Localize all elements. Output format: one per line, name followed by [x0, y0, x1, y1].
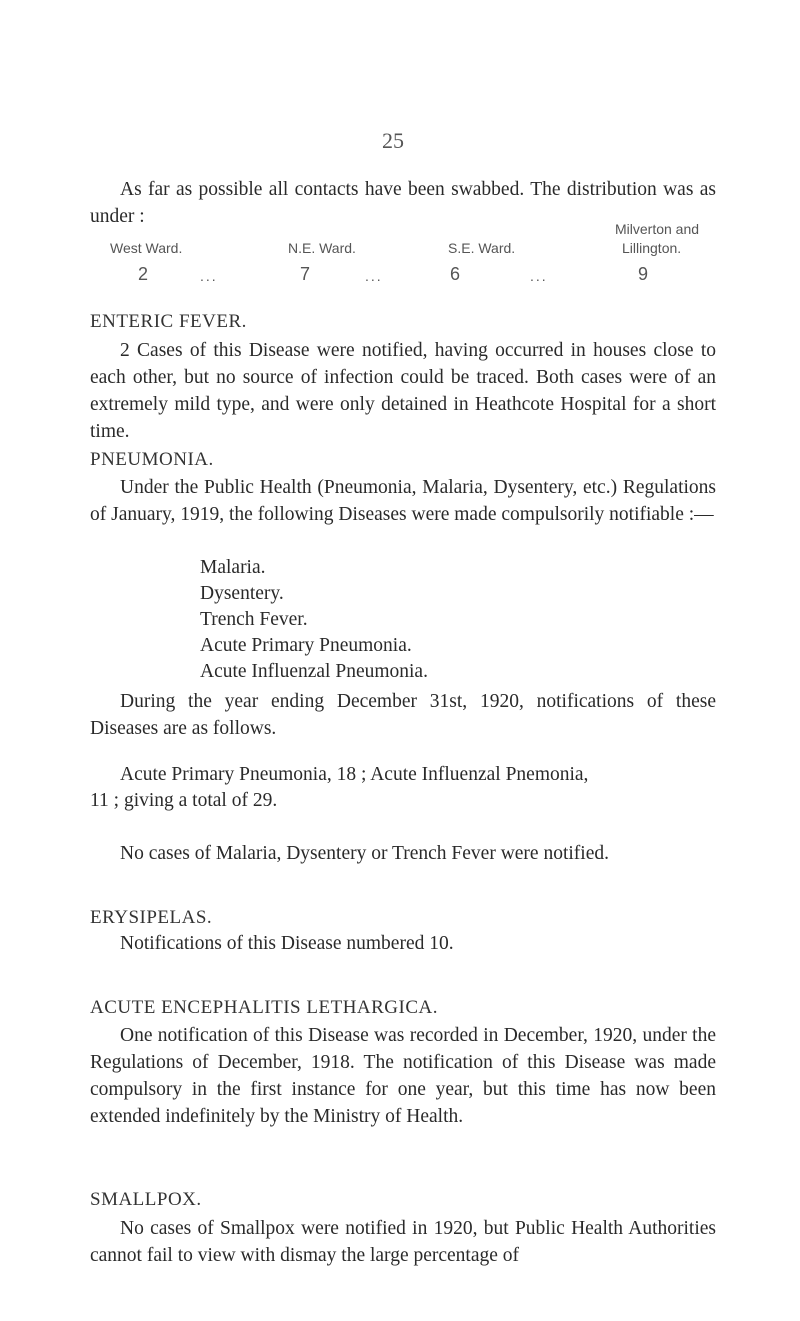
ward-separator: ...: [365, 268, 383, 284]
heading-enteric-fever: ENTERIC FEVER.: [90, 311, 247, 332]
pneumonia-counts-line-1: Acute Primary Pneumonia, 18 ; Acute Influenzal Pnemonia,: [120, 764, 589, 785]
ward-value-ne: 7: [300, 264, 311, 284]
heading-erysipelas: ERYSIPELAS.: [90, 907, 213, 928]
ward-header-ne: N.E. Ward.: [288, 240, 356, 256]
ward-separator: ...: [200, 268, 218, 284]
intro-paragraph: As far as possible all contacts have been swabbed. The distribution was as under :: [90, 179, 716, 227]
page-number: 25: [382, 128, 404, 153]
no-cases-paragraph: No cases of Malaria, Dysentery or Trench Fever were notified.: [120, 843, 609, 864]
ward-value-se: 6: [450, 264, 461, 284]
pneumonia-counts-line-2: 11 ; giving a total of 29.: [90, 790, 278, 811]
notifiable-diseases-list: [200, 555, 428, 685]
ward-separator: ...: [530, 268, 548, 284]
ward-header-west: West Ward.: [110, 240, 183, 256]
smallpox-paragraph: No cases of Smallpox were notified in 1920, but Public Health Authorities cannot fail to view with dismay the large percentage of: [90, 1218, 716, 1266]
enteric-paragraph: 2 Cases of this Disease were notified, having occurred in houses close to each other, but no source of infection could be traced. Both cases were of an extremely mild type, and were only detained in Heathcote Hospital for a short time.: [90, 340, 716, 442]
pneumonia-paragraph: Under the Public Health (Pneumonia, Malaria, Dysentery, etc.) Regulations of January, 1919, the following Diseases were made compulsorily notifiable :—: [90, 477, 716, 525]
erysipelas-paragraph: Notifications of this Disease numbered 10.: [120, 933, 454, 954]
list-item: Acute Influenzal Pneumonia.: [200, 661, 428, 682]
encephalitis-paragraph: One notification of this Disease was recorded in December, 1920, under the Regulations of December, 1918. The notification of this Disease was made compulsory in the first instance for one year, but this time has now been extended indefinitely by the Ministry of Health.: [90, 1025, 716, 1127]
list-item: Trench Fever.: [200, 609, 308, 630]
ward-value-west: 2: [138, 264, 149, 284]
ward-header-se: S.E. Ward.: [448, 240, 516, 256]
ward-value-milverton: 9: [638, 264, 649, 284]
heading-smallpox: SMALLPOX.: [90, 1189, 202, 1210]
heading-pneumonia: PNEUMONIA.: [90, 449, 214, 470]
ward-distribution-table: [110, 221, 710, 284]
ward-header-lillington: Lillington.: [622, 240, 682, 256]
list-item: Malaria.: [200, 557, 266, 578]
list-item: Dysentery.: [200, 583, 284, 604]
list-item: Acute Primary Pneumonia.: [200, 635, 412, 656]
ward-header-milverton: Milverton and: [615, 221, 700, 237]
during-paragraph: During the year ending December 31st, 1920, notifications of these Diseases are as follows.: [90, 691, 716, 739]
heading-encephalitis: ACUTE ENCEPHALITIS LETHARGICA.: [90, 997, 439, 1018]
